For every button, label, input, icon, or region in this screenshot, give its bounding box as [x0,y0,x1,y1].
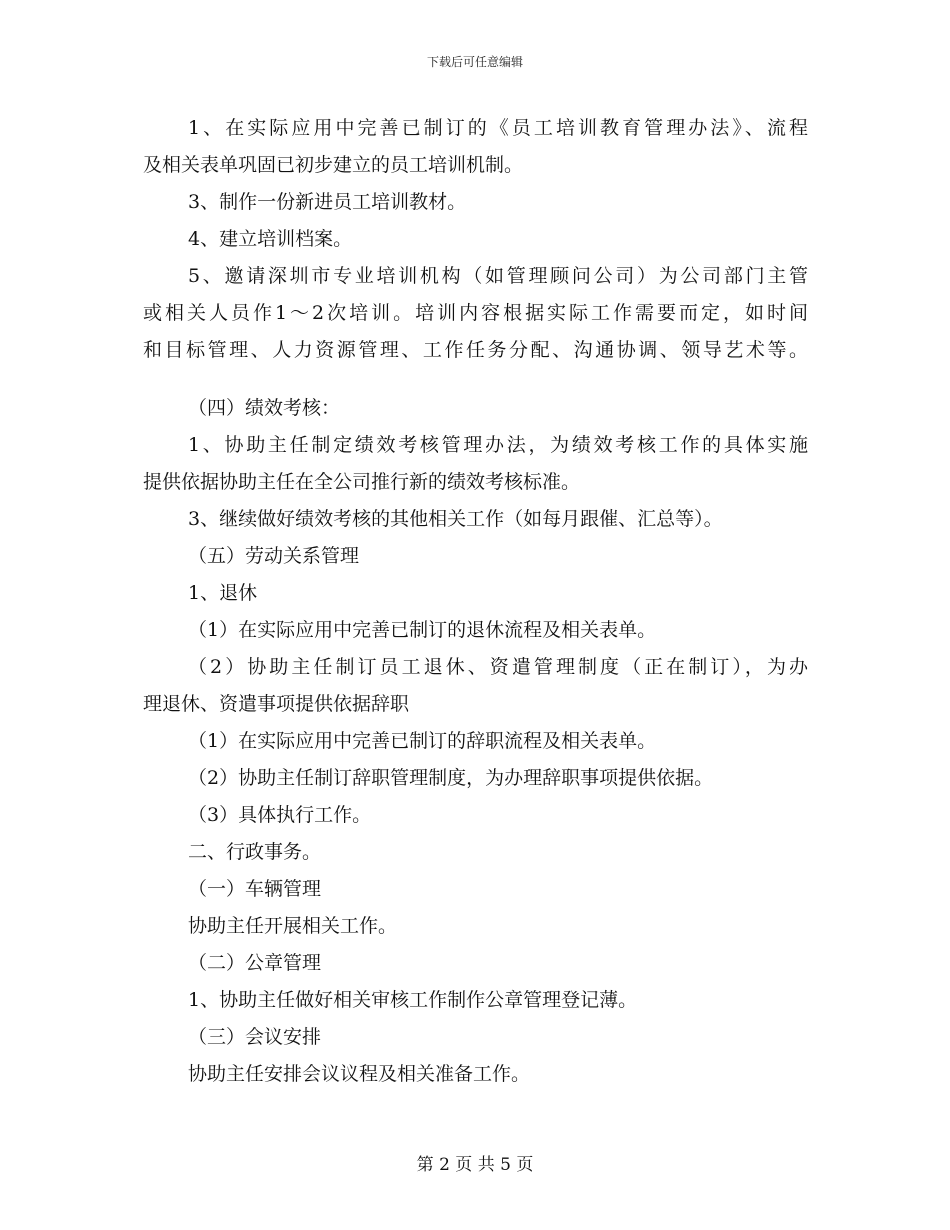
paragraph-line: 提供依据协助主任在全公司推行新的绩效考核标准。 [143,471,581,493]
paragraph-line: 及相关表单巩固已初步建立的员工培训机制。 [143,154,524,176]
document-body [143,110,808,1093]
paragraph-line: 协助主任安排会议议程及相关准备工作。 [188,1063,531,1085]
paragraph-line: 3、继续做好绩效考核的其他相关工作（如每月跟催、汇总等）。 [188,508,723,530]
section-heading: （五）劳动关系管理 [188,545,360,567]
section-heading: （三）会议安排 [188,1026,322,1048]
paragraph-line: （1）在实际应用中完善已制订的退休流程及相关表单。 [188,619,657,641]
paragraph-line: （3）具体执行工作。 [188,804,372,826]
paragraph-line: 理退休、资遣事项提供依据辞职 [143,693,410,715]
paragraph-line: 4、建立培训档案。 [188,228,353,250]
paragraph-line: （1）在实际应用中完善已制订的辞职流程及相关表单。 [188,730,657,752]
paragraph-line: 或相关人员作1～2次培训。培训内容根据实际工作需要而定，如时间 [143,302,808,324]
paragraph-line: 5、邀请深圳市专业培训机构（如管理顾问公司）为公司部门主管 [188,265,808,287]
paragraph-line: 1、在实际应用中完善已制订的《员工培训教育管理办法》、流程 [188,117,808,139]
paragraph-line: （2）协助主任制订员工退休、资遣管理制度（正在制订），为办 [188,656,808,678]
paragraph-line: 和目标管理、人力资源管理、工作任务分配、沟通协调、领导艺术等。 [143,339,808,361]
paragraph-line: 1、协助主任制定绩效考核管理办法，为绩效考核工作的具体实施 [188,434,808,456]
section-heading: （二）公章管理 [188,952,322,974]
paragraph-gap [143,369,808,390]
paragraph-line: 协助主任开展相关工作。 [188,915,398,937]
section-heading: （四）绩效考核： [188,397,341,419]
paragraph-line: 1、协助主任做好相关审核工作制作公章管理登记薄。 [188,989,638,1011]
page-number-footer: 第 2 页 共 5 页 [416,1155,534,1175]
section-heading: 二、行政事务。 [188,841,322,863]
paragraph-line: （2）协助主任制订辞职管理制度，为办理辞职事项提供依据。 [188,767,714,789]
section-heading: （一）车辆管理 [188,878,322,900]
paragraph-line: 1、退休 [188,582,258,604]
page-header: 下载后可任意编辑 [426,55,523,69]
paragraph-line: 3、制作一份新进员工培训教材。 [188,191,467,213]
